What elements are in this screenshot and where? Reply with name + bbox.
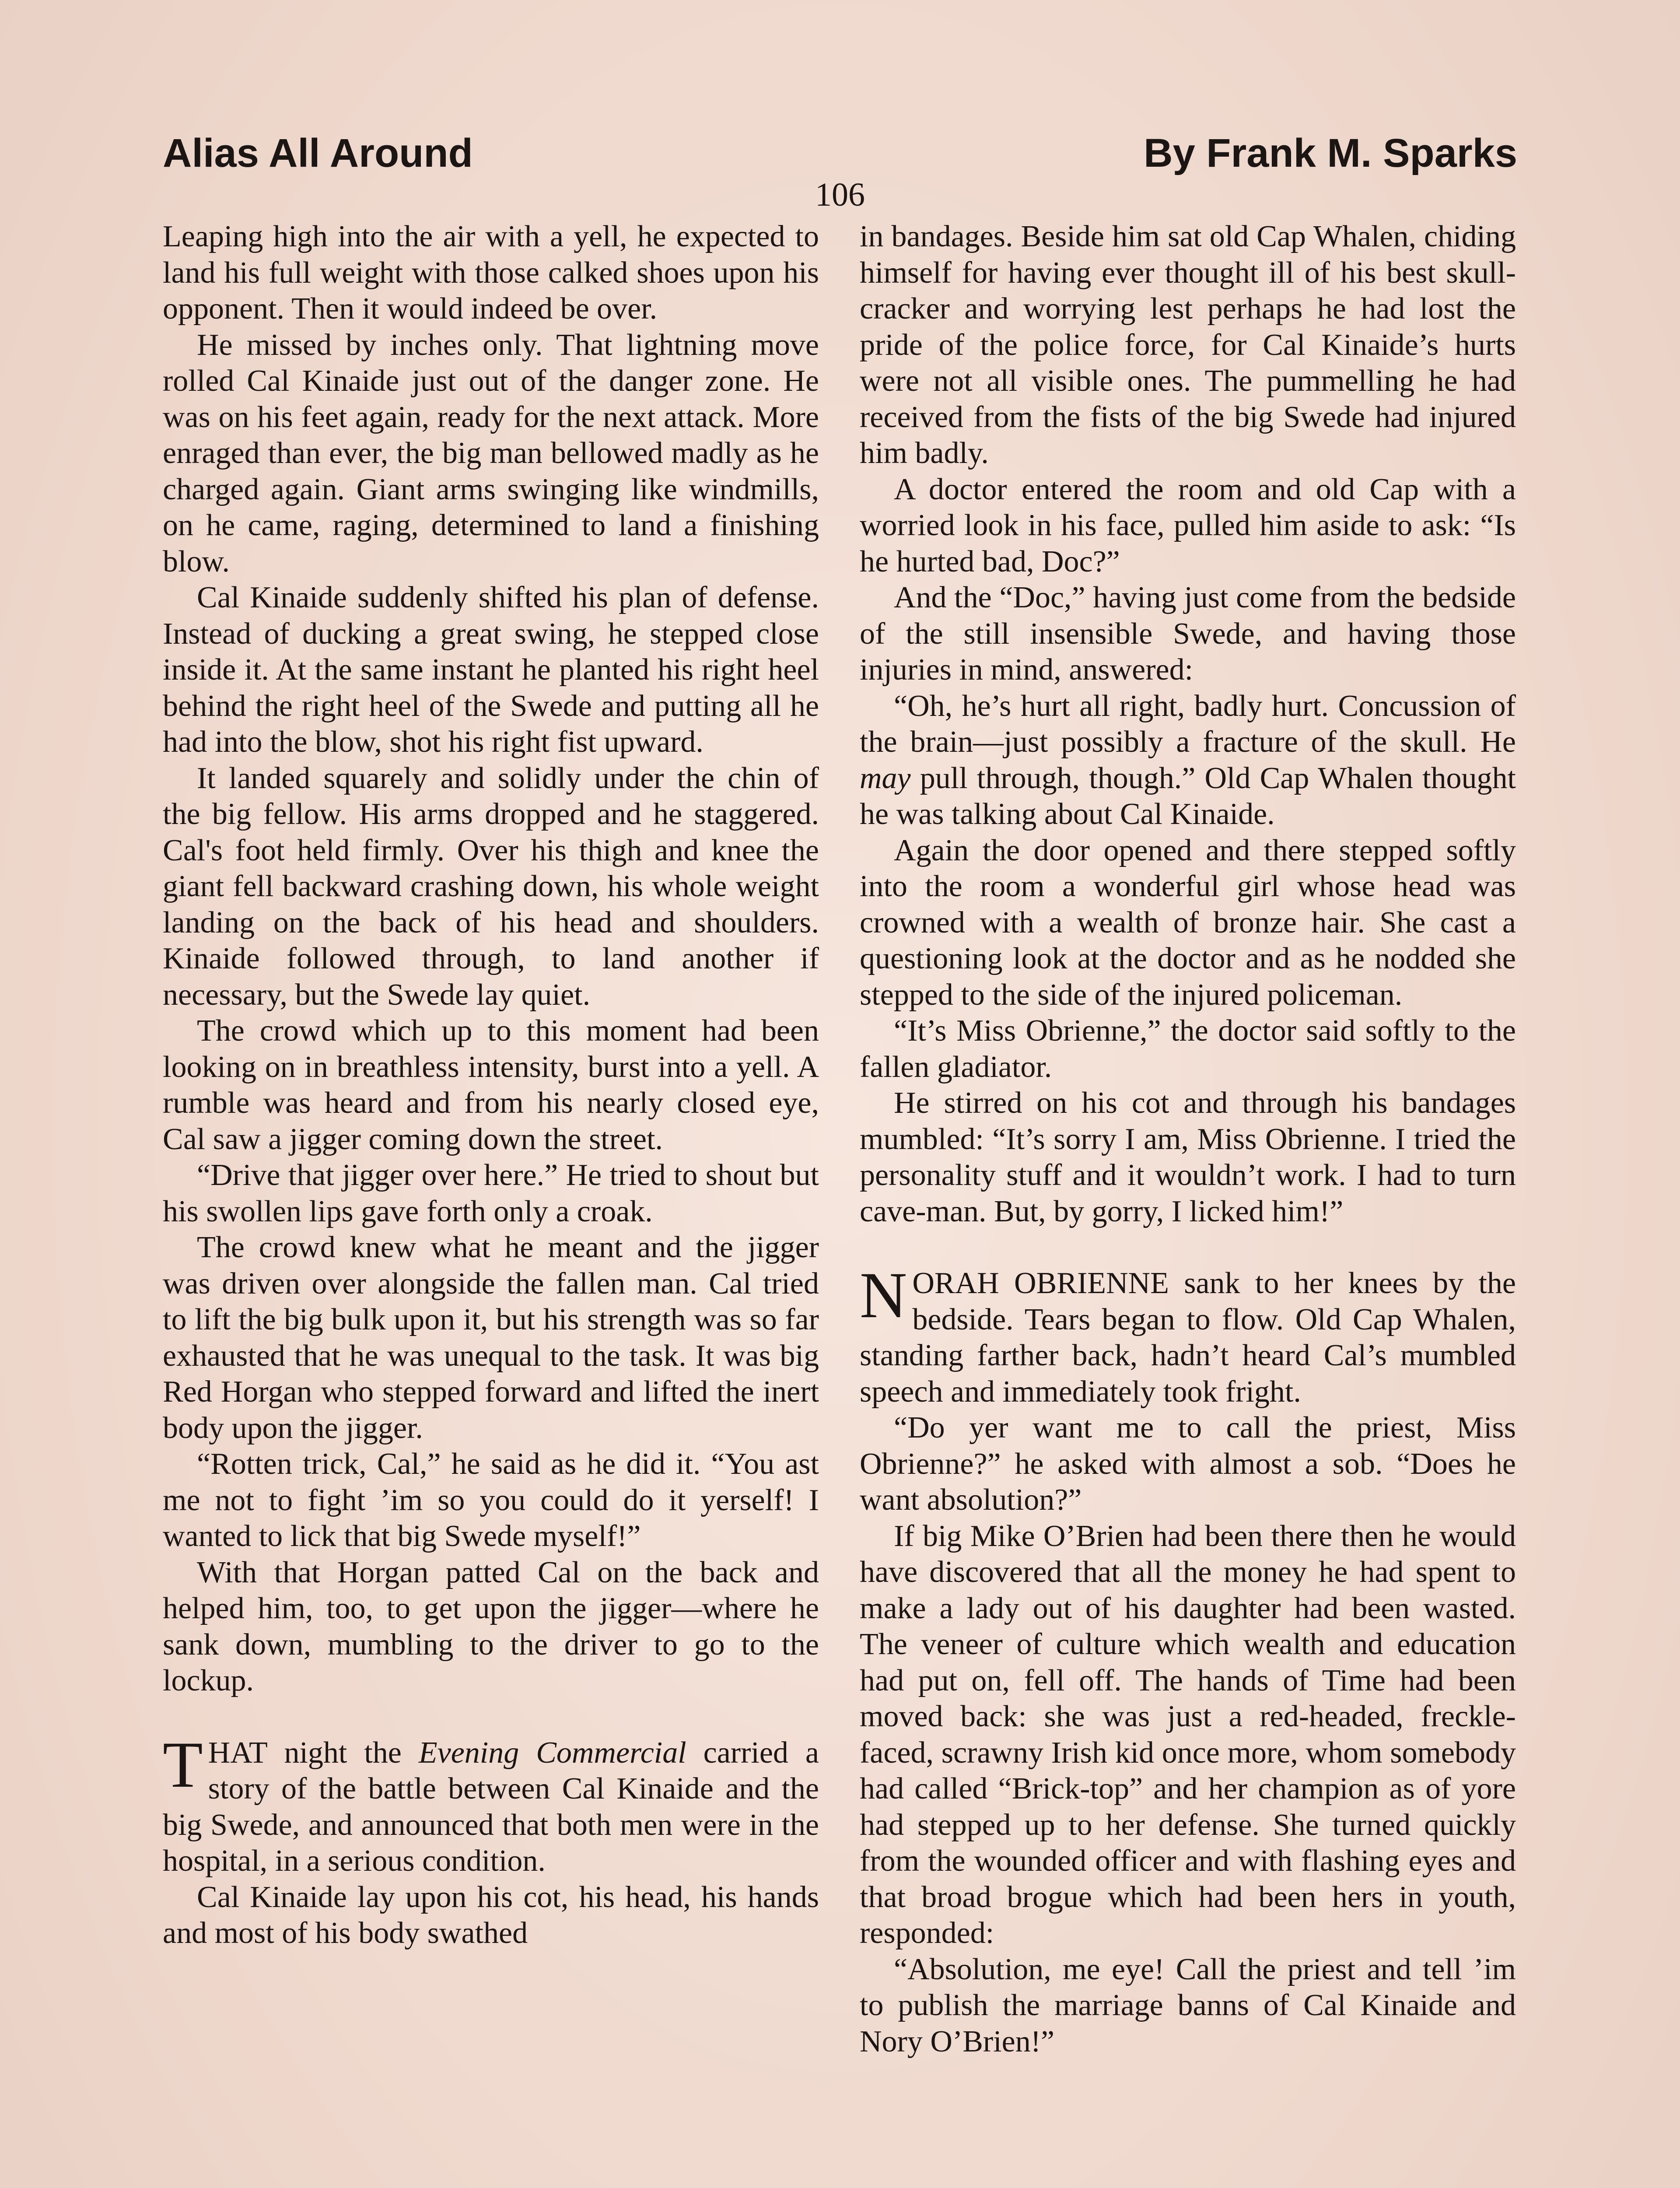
drop-cap: T (163, 1728, 203, 1801)
story-title: Alias All Around (163, 131, 473, 175)
right-column (860, 219, 1516, 2060)
left-column (163, 219, 819, 1952)
paragraph: “Drive that jigger over here.” He tried to shout but his swollen lips gave forth only a croak. (163, 1158, 819, 1228)
quote-text: “Oh, he’s hurt all right, badly hurt. Concussion of the brain—just possibly a fracture of the skull. He (860, 689, 1516, 759)
section-opening-paragraph (163, 1728, 819, 1879)
paragraph: The crowd which up to this moment had been looking on in breathless intensity, burst into a yell. A rumble was heard and from his nearly closed eye, Cal saw a jigger coming down the street. (163, 1014, 819, 1156)
paragraph: in bandages. Beside him sat old Cap Whalen, chiding himself for having ever thought ill of his best skull-cracker and worrying lest perhaps he had lost the pride of the police force, for Cal Kinaide’s hurts were not all visible ones. The pummelling he had received from the fists of the big Swede had injured him badly. (860, 220, 1516, 470)
section-opening-paragraph (860, 1259, 1516, 1410)
paragraph: He stirred on his cot and through his bandages mumbled: “It’s sorry I am, Miss Obrienne. I tried the personality stuff and it wouldn’t work. I had to turn cave-man. But, by gorry, I licked him!” (860, 1086, 1516, 1228)
section-text: HAT night the (208, 1736, 419, 1770)
quote-text: pull through, though.” Old Cap Whalen thought he was talking about Cal Kinaide. (860, 761, 1516, 831)
drop-cap: N (860, 1259, 907, 1332)
paragraph: Cal Kinaide suddenly shifted his plan of defense. Instead of ducking a great swing, he stepped close inside it. At the same instant he planted his right heel behind the right heel of the Swede and putting all he had into the blow, shot his right fist upward. (163, 581, 819, 759)
paragraph: “Absolution, me eye! Call the priest and tell ’im to publish the marriage banns of Cal Kinaide and Nory O’Brien!” (860, 1952, 1516, 2058)
paragraph: Cal Kinaide lay upon his cot, his head, his hands and most of his body swathed (163, 1880, 819, 1950)
paragraph: He missed by inches only. That lightning move rolled Cal Kinaide just out of the danger zone. He was on his feet again, ready for the next attack. More enraged than ever, the big man bellowed madly as he charged again. Giant arms swinging like windmills, on he came, raging, determined to land a finishing blow. (163, 328, 819, 579)
paragraph: It landed squarely and solidly under the chin of the big fellow. His arms dropped and he staggered. Cal's foot held firmly. Over his thigh and knee the giant fell backward crashing down, his whole weight landing on the back of his head and shoulders. Kinaide followed through, to land another if necessary, but the Swede lay quiet. (163, 761, 819, 1012)
section-text: ORAH OBRIENNE sank to her knees by the bedside. Tears began to flow. Old Cap Whalen, standing farther back, hadn’t heard Cal’s mumbled speech and immediately took fright. (860, 1266, 1516, 1409)
paragraph: “Do yer want me to call the priest, Miss Obrienne?” he asked with almost a sob. “Does he want absolution?” (860, 1411, 1516, 1517)
paragraph: Leaping high into the air with a yell, he expected to land his full weight with those calked shoes upon his opponent. Then it would indeed be over. (163, 220, 819, 326)
paragraph: “Rotten trick, Cal,” he said as he did it. “You ast me not to fight ’im so you could do it yerself! I wanted to lick that big Swede myself!” (163, 1447, 819, 1553)
paragraph: With that Horgan patted Cal on the back and helped him, too, to get upon the jigger—where he sank down, mumbling to the driver to go to the lockup. (163, 1555, 819, 1697)
paragraph: If big Mike O’Brien had been there then he would have discovered that all the money he had spent to make a lady out of his daughter had been wasted. The veneer of culture which wealth and education had put on, fell off. The hands of Time had been moved back: she was just a red-headed, freckle-faced, scrawny Irish kid once more, whom somebody had called “Brick-top” and her champion as of yore had stepped up to her defense. She turned quickly from the wounded officer and with flashing eyes and that broad brogue which had been hers in youth, responded: (860, 1519, 1516, 1950)
paragraph (860, 688, 1516, 833)
paragraph: A doctor entered the room and old Cap with a worried look in his face, pulled him aside to ask: “Is he hurted bad, Doc?” (860, 472, 1516, 579)
paragraph: “It’s Miss Obrienne,” the doctor said softly to the fallen gladiator. (860, 1014, 1516, 1084)
emphasis: may (860, 761, 911, 795)
paragraph: And the “Doc,” having just come from the bedside of the still insensible Swede, and having those injuries in mind, answered: (860, 581, 1516, 687)
section-text: carried a story of the battle between Cal Kinaide and the big Swede, and announced that both men were in the hospital, in a serious condition. (163, 1736, 819, 1878)
newspaper-name: Evening Commercial (418, 1736, 686, 1770)
page-number: 106 (815, 176, 865, 213)
paragraph: The crowd knew what he meant and the jigger was driven over alongside the fallen man. Cal tried to lift the big bulk upon it, but his strength was so far exhausted that he was unequal to the task. It was big Red Horgan who stepped forward and lifted the inert body upon the jigger. (163, 1231, 819, 1445)
paragraph: Again the door opened and there stepped softly into the room a wonderful girl whose head was crowned with a wealth of bronze hair. She cast a questioning look at the doctor and as he nodded she stepped to the side of the injured policeman. (860, 833, 1516, 1012)
author-byline: By Frank M. Sparks (1144, 131, 1517, 175)
